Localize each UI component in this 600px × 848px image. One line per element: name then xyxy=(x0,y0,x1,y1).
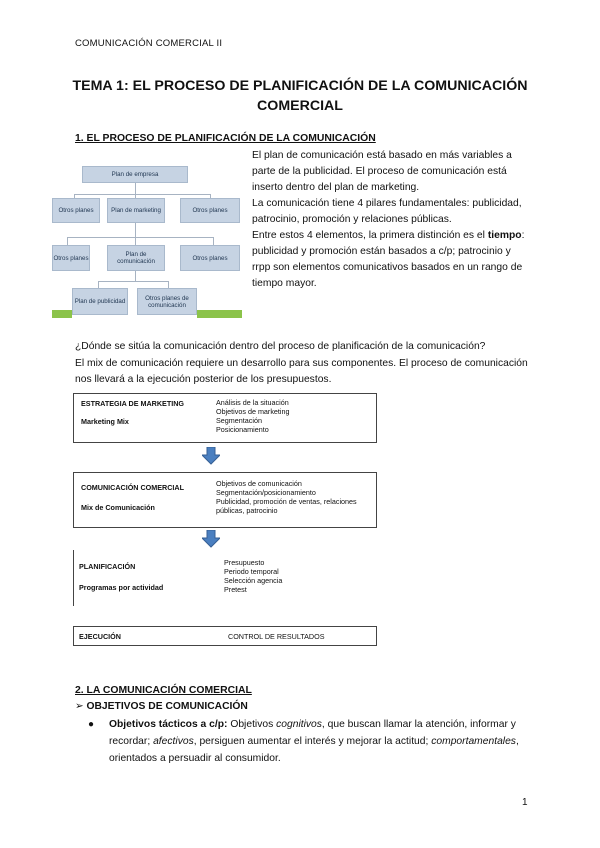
bullet-item xyxy=(88,716,538,767)
flow-box-ejecucion xyxy=(73,626,377,646)
plan-comunicacion-box: Plan de comunicación xyxy=(107,245,165,271)
down-arrow-icon xyxy=(202,530,220,548)
flow-box-subtitle: Marketing Mix xyxy=(81,417,129,426)
plan-empresa-box: Plan de empresa xyxy=(82,166,188,183)
flow-item: Objetivos de marketing xyxy=(216,407,290,416)
text-line: La comunicación tiene 4 pilares fundamentales: publicidad, xyxy=(252,198,522,209)
flow-item: públicas, patrocinio xyxy=(216,506,278,515)
question-text: ¿Dónde se sitúa la comunicación dentro del proceso de planificación de la comunicación? xyxy=(75,341,486,352)
flow-item: Análisis de la situación xyxy=(216,398,289,407)
italic-run: cognitivos xyxy=(276,719,322,730)
flow-box-estrategia xyxy=(73,393,377,443)
italic-run: comportamentales xyxy=(431,736,516,747)
text-run: Entre estos 4 elementos, la primera distinción es el xyxy=(252,230,488,241)
text-run: , xyxy=(515,736,519,747)
planning-diagram xyxy=(52,160,242,318)
flow-item: Posicionamiento xyxy=(216,425,269,434)
flow-box-items xyxy=(224,558,282,594)
section2-subheading: ➢ OBJETIVOS DE COMUNICACIÓN xyxy=(75,701,248,712)
flow-box-right-label: CONTROL DE RESULTADOS xyxy=(228,632,325,641)
flow-box-items xyxy=(216,398,290,434)
page-title xyxy=(70,76,530,116)
text-run: , que buscan llamar la atención, informar y xyxy=(321,719,516,730)
bullet-line-3: orientados a persuadir al consumidor. xyxy=(109,753,281,764)
text-line: El plan de comunicación está basado en más variables a xyxy=(252,150,512,161)
flow-box-title: PLANIFICACIÓN xyxy=(79,562,136,571)
otros-planes-box: Otros planes xyxy=(180,198,240,223)
otros-planes-box: Otros planes xyxy=(52,198,100,223)
green-bar-right xyxy=(197,310,242,318)
flow-item: Objetivos de comunicación xyxy=(216,479,302,488)
section1-heading: 1. EL PROCESO DE PLANIFICACIÓN DE LA COMUNICACIÓN xyxy=(75,133,376,144)
text-line: patrocinio, promoción y relaciones públicas. xyxy=(252,214,452,225)
text-run: , persiguen aumentar el interés y mejorar la actitud; xyxy=(193,736,432,747)
mix-text-1: El mix de comunicación requiere un desarrollo para sus componentes. El proceso de comunicación xyxy=(75,358,528,369)
italic-run: afectivos xyxy=(153,736,194,747)
text-line: inserto dentro del plan de marketing. xyxy=(252,182,420,193)
text-run: : xyxy=(521,230,525,241)
flow-item: Periodo temporal xyxy=(224,567,279,576)
mix-text-2: nos llevará a la ejecución posterior de los presupuestos. xyxy=(75,374,332,385)
flow-box-subtitle: Programas por actividad xyxy=(79,583,164,592)
text-run: Objetivos xyxy=(227,719,277,730)
plan-marketing-box: Plan de marketing xyxy=(107,198,165,223)
flow-item: Segmentación xyxy=(216,416,262,425)
page-number: 1 xyxy=(522,797,528,808)
bullet-line-1 xyxy=(109,716,538,733)
flow-box-title: ESTRATEGIA DE MARKETING xyxy=(81,399,185,408)
plan-publicidad-box: Plan de publicidad xyxy=(72,288,128,315)
title-line-1: TEMA 1: EL PROCESO DE PLANIFICACIÓN DE LA COMUNICACIÓN xyxy=(72,78,528,94)
flow-item: Publicidad, promoción de ventas, relaciones xyxy=(216,497,357,506)
bullet-line-2 xyxy=(109,733,538,750)
down-arrow-icon xyxy=(202,447,220,465)
text-run: recordar; xyxy=(109,736,154,747)
flow-box-title: COMUNICACIÓN COMERCIAL xyxy=(81,483,185,492)
flow-box-items xyxy=(216,479,357,515)
otros-planes-box: Otros planes xyxy=(180,245,240,271)
otros-planes-box: Otros planes xyxy=(52,245,90,271)
otros-planes-comunicacion-box: Otros planes de comunicación xyxy=(137,288,197,315)
section2-heading: 2. LA COMUNICACIÓN COMERCIAL xyxy=(75,685,252,696)
text-line: tiempo mayor. xyxy=(252,278,317,289)
text-line: parte de la publicidad. El proceso de comunicación está xyxy=(252,166,507,177)
section1-text xyxy=(252,148,534,292)
flow-item: Presupuesto xyxy=(224,558,265,567)
flow-box-planificacion xyxy=(73,550,377,606)
flow-item: Selección agencia xyxy=(224,576,283,585)
page-header: COMUNICACIÓN COMERCIAL II xyxy=(75,38,223,49)
flow-item: Pretest xyxy=(224,585,247,594)
bullet-label: Objetivos tácticos a c/p: xyxy=(109,719,228,730)
flow-box-comunicacion xyxy=(73,472,377,528)
title-line-2: COMERCIAL xyxy=(257,98,343,114)
flow-box-subtitle: Mix de Comunicación xyxy=(81,503,155,512)
flow-box-title: EJECUCIÓN xyxy=(79,632,121,641)
green-bar-left xyxy=(52,310,72,318)
flow-item: Segmentación/posicionamiento xyxy=(216,488,316,497)
text-line: publicidad y promoción están basados a c/p; patrocinio y xyxy=(252,246,511,257)
text-line: rrpp son elementos comunicativos basados en un rango de xyxy=(252,262,523,273)
text-line xyxy=(252,228,534,244)
bold-run: tiempo xyxy=(487,230,522,241)
bullet-icon: ● xyxy=(88,719,95,730)
